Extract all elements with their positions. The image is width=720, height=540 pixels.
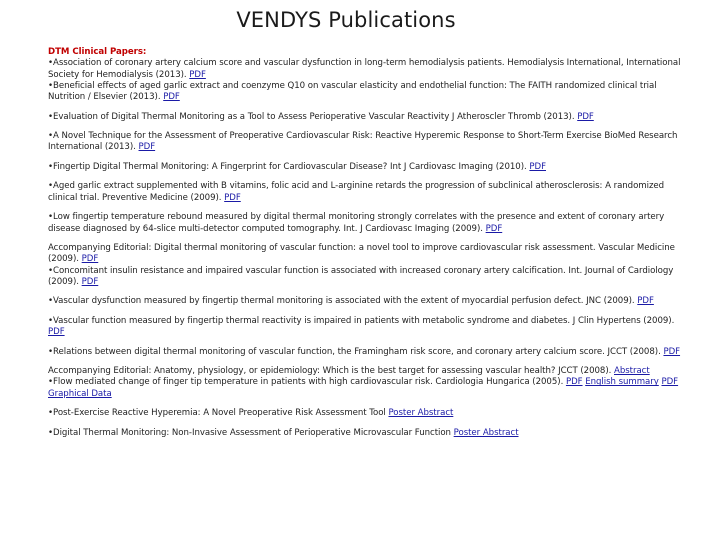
publication-text: Accompanying Editorial: Anatomy, physiology, or epidemiology: Which is the best target for assessing vascular health? JCCT (2008). bbox=[48, 366, 612, 377]
publication-text: •Association of coronary artery calcium score and vascular dysfunction in long-term hemodialysis patients. Hemodialysis International, International Society for Hemodialysis (2013). bbox=[48, 58, 681, 80]
publication-text: •Digital Thermal Monitoring: Non-Invasive Assessment of Perioperative Microvascular Function bbox=[48, 427, 451, 438]
publication-text: •Fingertip Digital Thermal Monitoring: A Fingerprint for Cardiovascular Disease? Int J Cardiovasc Imaging (2010). bbox=[48, 161, 527, 172]
publication-entry bbox=[48, 131, 688, 154]
publication-text: •Evaluation of Digital Thermal Monitoring as a Tool to Assess Perioperative Vascular Reactivity J Atheroscler Thromb (2013). bbox=[48, 111, 575, 122]
publication-text: •Low fingertip temperature rebound measured by digital thermal monitoring strongly correlates with the presence and extent of coronary artery disease diagnosed by 64-slice multi-detector computed tomography. Int. J Cardiovasc Imaging (2009). bbox=[48, 212, 665, 234]
publication-entry bbox=[48, 162, 688, 173]
publication-entry bbox=[48, 428, 688, 439]
publication-entry bbox=[48, 366, 688, 377]
publication-entry bbox=[48, 81, 688, 104]
publication-entry bbox=[48, 243, 688, 266]
publication-text: •Flow mediated change of finger tip temperature in patients with high cardiovascular risk. Cardiologia Hungarica (2005). bbox=[48, 377, 564, 388]
publication-entry bbox=[48, 296, 688, 307]
publication-entry bbox=[48, 408, 688, 419]
publication-text: •Relations between digital thermal monitoring of vascular function, the Framingham risk score, and coronary artery calcium score. JCCT (2008). bbox=[48, 346, 661, 357]
publication-link[interactable]: PDF bbox=[163, 92, 180, 103]
publication-entry bbox=[48, 212, 688, 235]
publication-link[interactable]: PDF bbox=[663, 346, 681, 357]
publication-entry bbox=[48, 266, 688, 289]
publication-link[interactable]: PDF bbox=[224, 192, 241, 203]
publication-link[interactable]: PDF bbox=[577, 111, 594, 122]
publication-link[interactable]: English summary bbox=[585, 377, 659, 388]
publication-link[interactable]: PDF bbox=[48, 327, 65, 338]
page-title: VENDYS Publications bbox=[236, 8, 456, 32]
publication-text: •Vascular dysfunction measured by fingertip thermal monitoring is associated with the extent of myocardial perfusion defect. JNC (2009). bbox=[48, 296, 635, 307]
publications-list bbox=[48, 47, 688, 439]
publication-link[interactable]: Poster Abstract bbox=[453, 427, 519, 438]
publication-link[interactable]: PDF bbox=[81, 276, 99, 287]
publication-entry bbox=[48, 377, 688, 400]
publication-entry bbox=[48, 316, 688, 339]
publication-entry bbox=[48, 58, 688, 81]
publication-text: •A Novel Technique for the Assessment of Preoperative Cardiovascular Risk: Reactive Hyperemic Response to Short-Term Exercise BioMed Research International (2013). bbox=[48, 131, 678, 153]
publication-text: •Beneficial effects of aged garlic extract and coenzyme Q10 on vascular elasticity and endothelial function: The FAITH randomized clinical trial Nutrition / Elsevier (2013). bbox=[48, 80, 657, 103]
publication-link[interactable]: Abstract bbox=[614, 366, 650, 377]
publication-link[interactable]: Poster Abstract bbox=[388, 408, 454, 419]
section-heading: DTM Clinical Papers: bbox=[48, 47, 147, 57]
publication-link[interactable]: PDF Graphical Data bbox=[48, 377, 679, 399]
publication-link[interactable]: PDF bbox=[81, 254, 99, 265]
publication-link[interactable]: PDF bbox=[637, 296, 654, 307]
publication-text: •Post-Exercise Reactive Hyperemia: A Novel Preoperative Risk Assessment Tool bbox=[48, 408, 386, 419]
publication-link[interactable]: PDF bbox=[189, 69, 206, 80]
publication-link[interactable]: PDF bbox=[485, 223, 503, 234]
publication-link[interactable]: PDF bbox=[565, 377, 583, 388]
publication-link[interactable]: PDF bbox=[529, 161, 546, 172]
publication-text: •Vascular function measured by fingertip thermal reactivity is impaired in patients with metabolic syndrome and diabetes. J Clin Hypertens (2009). bbox=[48, 315, 675, 326]
publication-text: •Aged garlic extract supplemented with B vitamins, folic acid and L-arginine retards the progression of subclinical atherosclerosis: A randomized clinical trial. Preventive Medicine (2009). bbox=[48, 181, 665, 203]
publication-entry bbox=[48, 347, 688, 358]
publication-entry bbox=[48, 112, 688, 123]
publication-text: Accompanying Editorial: Digital thermal monitoring of vascular function: a novel tool to improve cardiovascular risk assessment. Vascular Medicine (2009). bbox=[48, 242, 675, 265]
publication-text: •Concomitant insulin resistance and impaired vascular function is associated with increased coronary artery calcification. Int. Journal of Cardiology (2009). bbox=[48, 265, 674, 287]
publication-entry bbox=[48, 181, 688, 204]
publication-link[interactable]: PDF bbox=[138, 142, 156, 153]
